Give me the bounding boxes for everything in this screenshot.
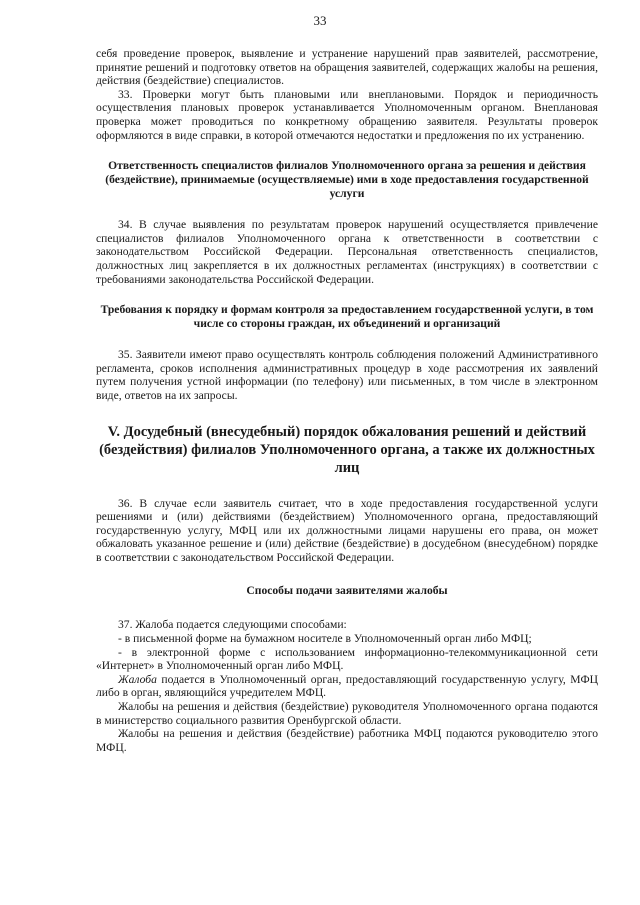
complaint-text: подается в Уполномоченный орган, предоставляющий государственную услугу, МФЦ либо в орган, являющийся учредителем МФЦ. (96, 672, 598, 700)
paragraph-37-complaint (96, 673, 598, 700)
complaint-word-italic: Жалоба (118, 672, 157, 686)
paragraph-37-mfc: Жалобы на решения и действия (бездействие) работника МФЦ подаются руководителю этого МФЦ. (96, 727, 598, 754)
paragraph-35: 35. Заявители имеют право осуществлять контроль соблюдения положений Административного регламента, сроков исполнения административных процедур в ходе рассмотрения их заявлений путем получения устной информации (по телефону) или письменных, в том числе в электронном виде, ответов на их запросы. (96, 348, 598, 402)
heading-responsibility: Ответственность специалистов филиалов Уполномоченного органа за решения и действия (бездействие), принимаемые (осуществляемые) ими в ходе предоставления государственной услуги (105, 159, 589, 201)
heading-section-5: V. Досудебный (внесудебный) порядок обжалования решений и действий (бездействия) филиалов Уполномоченного органа, а также их должностных лиц (99, 423, 595, 476)
paragraph-intro: себя проведение проверок, выявление и устранение нарушений прав заявителей, рассмотрение, принятие решений и подготовку ответов на обращения заявителей, содержащих жалобы на решения, действия (бездействие) специалистов. (96, 47, 598, 88)
paragraph-34: 34. В случае выявления по результатам проверок нарушений осуществляется привлечение специалистов филиалов Уполномоченного органа к ответственности в соответствии с законодательством Российской Федерации. Персональная ответственность специалистов, должностных лиц закрепляется в их должностных регламентах (инструкциях) в соответствии с требованиями законодательства Российской Федерации. (96, 218, 598, 286)
page-number: 33 (313, 13, 327, 28)
heading-methods: Способы подачи заявителями жалобы (246, 584, 448, 598)
document-body (96, 47, 598, 754)
paragraph-33: 33. Проверки могут быть плановыми или внеплановыми. Порядок и периодичность осуществления плановых проверок устанавливается Уполномоченным органом. Внеплановая проверка может проводиться по конкретному обращению заявителя. Результаты проверок оформляются в виде справки, в которой отмечаются недостатки и предложения по их устранению. (96, 87, 598, 142)
paragraph-37-head: Жалобы на решения и действия (бездействие) руководителя Уполномоченного органа подаются в министерство социального развития Оренбургской области. (96, 700, 598, 727)
paragraph-37-item-1: - в письменной форме на бумажном носителе в Уполномоченный орган либо МФЦ; (118, 632, 532, 646)
paragraph-36: 36. В случае если заявитель считает, что в ходе предоставления государственной услуги решениями и (или) действиями (бездействием) Уполномоченного органа, предоставляющий государственную услугу, МФЦ или их должностными лицами нарушены его права, он может обжаловать указанное решение и (или) действие (бездействие) в досудебном (внесудебном) порядке в соответствии с законодательством Российской Федерации. (96, 496, 598, 564)
paragraph-37: 37. Жалоба подается следующими способами: (118, 618, 347, 632)
heading-requirements: Требования к порядку и формам контроля за предоставлением государственной услуги, в том числе со стороны граждан, их объединений и организаций (100, 303, 594, 331)
paragraph-37-item-2: - в электронной форме с использованием информационно-телекоммуникационной сети «Интернет» в Уполномоченный орган либо МФЦ. (96, 645, 598, 673)
